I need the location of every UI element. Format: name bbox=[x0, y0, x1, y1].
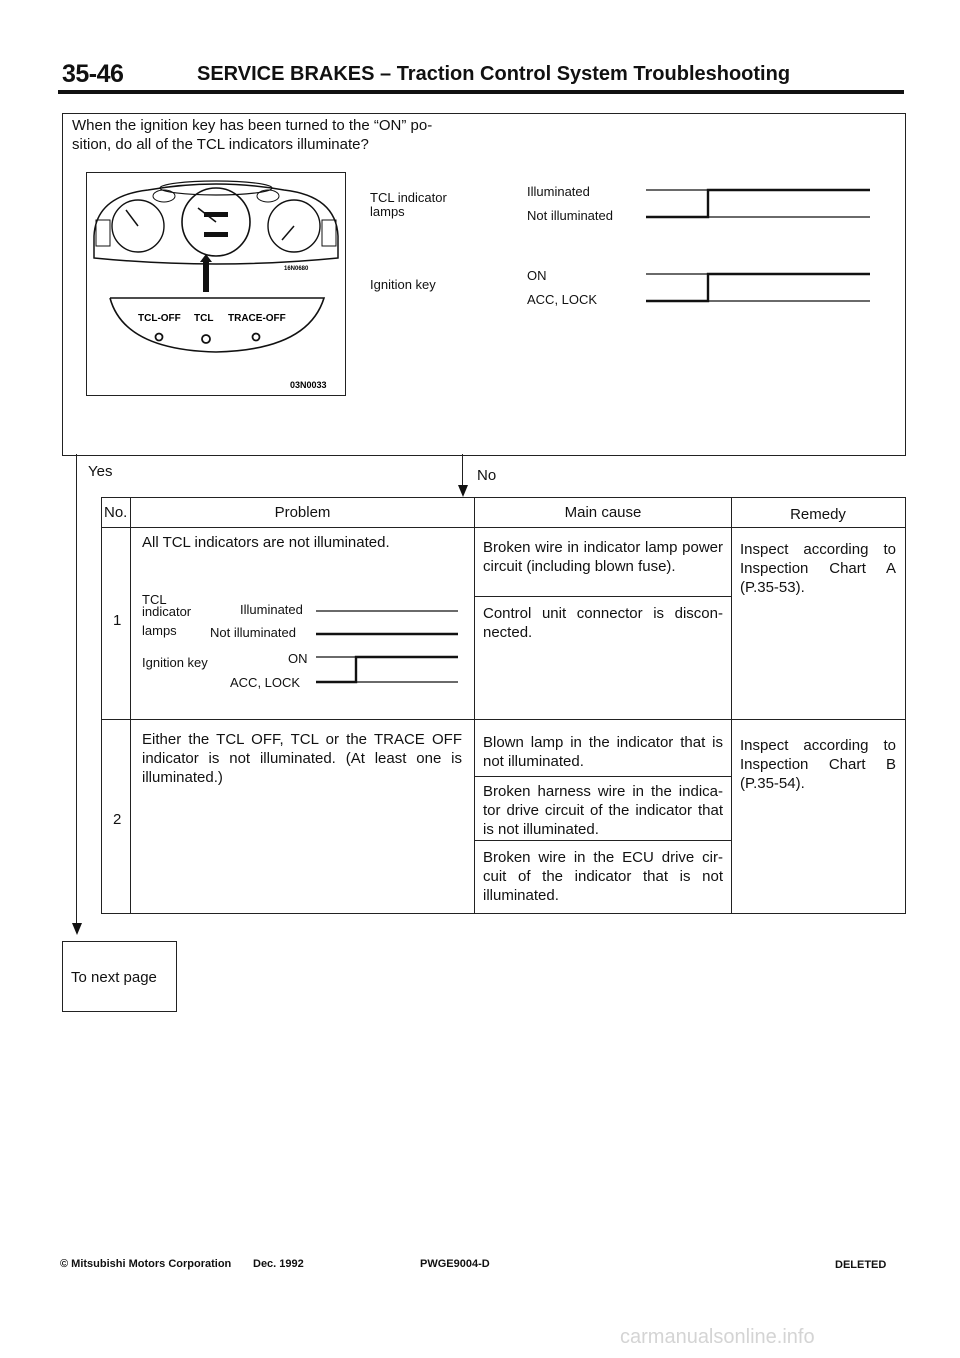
small-figure-code: 16N0680 bbox=[284, 266, 309, 272]
row1-cause-1: Broken wire in indicator lamp power circuit (including blown fuse). bbox=[483, 539, 723, 575]
indicator-panel bbox=[110, 298, 324, 352]
yes-branch-line bbox=[76, 454, 77, 924]
timing-waveforms bbox=[640, 180, 880, 310]
no-arrow-head bbox=[457, 484, 469, 498]
header-rule bbox=[58, 90, 904, 94]
header-problem: Problem bbox=[274, 504, 331, 521]
indicator-label-tcl-off: TCL-OFF bbox=[138, 313, 181, 324]
cluster-outline bbox=[94, 184, 338, 264]
question-line-1: When the ignition key has been turned to the “ON” po- bbox=[72, 117, 433, 134]
tcl-waveform bbox=[646, 190, 870, 217]
row1-chart-acc-lock: ACC, LOCK bbox=[230, 675, 301, 690]
indicator-label-trace-off: TRACE-OFF bbox=[228, 313, 286, 324]
row2-cause-3: Broken wire in the ECU drive cir-cuit of the indicator that is not illuminated. bbox=[483, 849, 723, 904]
row1-chart-tcl-line1: TCL bbox=[142, 592, 167, 607]
row1-chart-illuminated: Illuminated bbox=[240, 602, 303, 617]
timing-tcl-on: Illuminated bbox=[527, 184, 590, 199]
timing-ign-on: ON bbox=[527, 268, 547, 283]
table-header-rule bbox=[101, 527, 905, 528]
row2-cause-2: Broken harness wire in the indica-tor drive circuit of the indicator that is not illuminated. bbox=[483, 783, 723, 838]
row1-problem: All TCL indicators are not illuminated. bbox=[142, 534, 390, 551]
timing-ign-label: Ignition key bbox=[370, 277, 436, 292]
footer-copyright: © Mitsubishi Motors Corporation bbox=[60, 1258, 232, 1270]
timing-tcl-label-2: lamps bbox=[370, 204, 405, 219]
yes-arrow-head bbox=[71, 922, 83, 936]
col-sep-problem bbox=[474, 497, 475, 913]
pointer-arrow bbox=[200, 254, 212, 292]
table-row-rule bbox=[101, 719, 905, 720]
yes-label: Yes bbox=[88, 463, 113, 480]
row1-ign-waveform bbox=[316, 657, 458, 682]
row1-chart-tcl-label bbox=[142, 594, 191, 618]
row1-chart-on: ON bbox=[288, 651, 308, 666]
indicator-label-tcl: TCL bbox=[194, 313, 214, 324]
next-page-label: To next page bbox=[71, 969, 157, 986]
row2-cause-1: Blown lamp in the indicator that is not illuminated. bbox=[483, 734, 723, 770]
footer-code: PWGE9004-D bbox=[420, 1258, 490, 1270]
cause-sep-r2a bbox=[474, 776, 731, 777]
header-main-cause: Main cause bbox=[564, 504, 642, 521]
row1-chart-tcl-line2: indicator bbox=[142, 604, 192, 619]
header-remedy: Remedy bbox=[790, 506, 846, 523]
col-sep-no bbox=[130, 497, 131, 913]
row1-remedy: Inspect according to Inspection Chart A (P.35-53). bbox=[740, 541, 896, 596]
header-no: No. bbox=[104, 504, 128, 521]
footer-date: Dec. 1992 bbox=[253, 1258, 304, 1270]
figure-code: 03N0033 bbox=[290, 380, 327, 390]
timing-tcl-label-1: TCL indicator bbox=[370, 190, 447, 205]
instrument-cluster-illustration bbox=[88, 174, 344, 396]
cause-sep-r2b bbox=[474, 840, 731, 841]
question-line-2: sition, do all of the TCL indicators illuminate? bbox=[72, 136, 369, 153]
timing-ign-off: ACC, LOCK bbox=[527, 292, 598, 307]
col-sep-cause bbox=[731, 497, 732, 913]
indicator-lamp-tcl bbox=[202, 335, 210, 343]
page-number: 35-46 bbox=[62, 60, 124, 88]
row1-cause-2: Control unit connector is discon-nected. bbox=[483, 605, 723, 641]
ign-waveform bbox=[646, 274, 870, 301]
timing-tcl-off: Not illuminated bbox=[527, 208, 613, 223]
watermark: carmanualsonline.info bbox=[620, 1326, 815, 1348]
row1-number: 1 bbox=[113, 612, 122, 629]
cause-sep-r1 bbox=[474, 596, 731, 597]
row2-remedy: Inspect according to Inspection Chart B (P.35-54). bbox=[740, 737, 896, 792]
row1-timing-waveforms bbox=[312, 602, 462, 692]
row1-chart-ignition: Ignition key bbox=[142, 655, 208, 670]
no-branch-line bbox=[462, 454, 463, 487]
footer-status: DELETED bbox=[835, 1259, 887, 1271]
no-label: No bbox=[477, 467, 497, 484]
indicator-lamp-trace-off bbox=[253, 334, 260, 341]
row2-number: 2 bbox=[113, 811, 122, 828]
row1-chart-not-illuminated: Not illuminated bbox=[210, 625, 296, 640]
indicator-lamp-tcl-off bbox=[156, 334, 163, 341]
page-title: SERVICE BRAKES – Traction Control System Troubleshooting bbox=[197, 63, 791, 85]
row2-problem: Either the TCL OFF, TCL or the TRACE OFF indicator is not illuminated. (At least one is illuminated.) bbox=[142, 731, 462, 786]
row1-chart-tcl-line3: lamps bbox=[142, 623, 177, 638]
